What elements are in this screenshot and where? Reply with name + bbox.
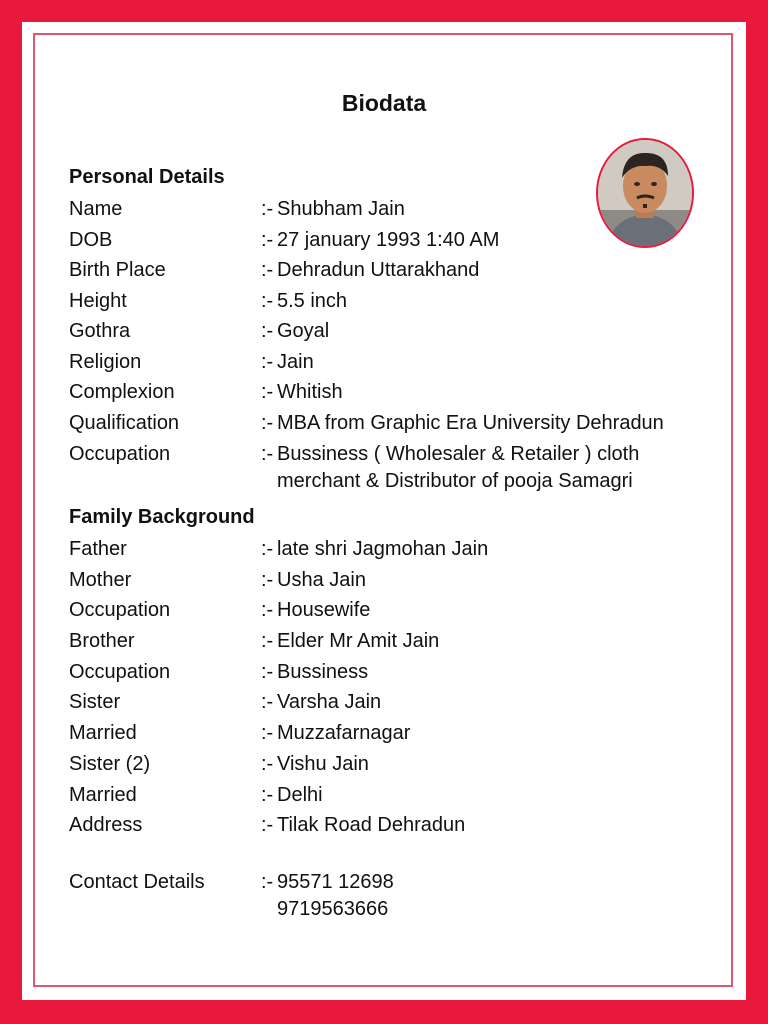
page-title: Biodata bbox=[341, 90, 427, 116]
row-separator: :- bbox=[261, 259, 274, 281]
row-label: Married bbox=[69, 784, 137, 806]
family-row bbox=[69, 536, 709, 563]
row-separator: :- bbox=[261, 443, 274, 465]
row-label: Mother bbox=[69, 569, 132, 591]
personal-row bbox=[69, 288, 709, 315]
row-separator: :- bbox=[261, 661, 274, 683]
row-value: Goyal bbox=[277, 320, 330, 342]
row-separator: :- bbox=[261, 871, 274, 893]
row-label: Complexion bbox=[69, 381, 175, 403]
row-value: Delhi bbox=[277, 784, 323, 806]
row-label: Gothra bbox=[69, 320, 131, 342]
row-value: Tilak Road Dehradun bbox=[277, 814, 466, 836]
contact-label: Contact Details bbox=[69, 871, 205, 893]
row-value: 27 january 1993 1:40 AM bbox=[277, 229, 500, 251]
row-value-continued: merchant & Distributor of pooja Samagri bbox=[277, 470, 633, 492]
row-label: Sister bbox=[69, 691, 121, 713]
row-value: Elder Mr Amit Jain bbox=[277, 630, 440, 652]
row-value: Varsha Jain bbox=[277, 691, 382, 713]
row-value: late shri Jagmohan Jain bbox=[277, 538, 489, 560]
row-separator: :- bbox=[261, 538, 274, 560]
row-separator: :- bbox=[261, 569, 274, 591]
personal-row bbox=[69, 227, 709, 254]
personal-row bbox=[69, 441, 709, 495]
row-separator: :- bbox=[261, 320, 274, 342]
row-label: Occupation bbox=[69, 599, 171, 621]
family-row bbox=[69, 782, 709, 809]
row-separator: :- bbox=[261, 412, 274, 434]
row-value: Shubham Jain bbox=[277, 198, 405, 220]
contact-phone-2: 9719563666 bbox=[277, 898, 389, 920]
family-row bbox=[69, 567, 709, 594]
contact-row bbox=[69, 869, 709, 923]
family-row bbox=[69, 628, 709, 655]
personal-row bbox=[69, 196, 709, 223]
family-background-heading: Family Background bbox=[69, 506, 255, 528]
row-separator: :- bbox=[261, 290, 274, 312]
row-separator: :- bbox=[261, 722, 274, 744]
row-label: Sister (2) bbox=[69, 753, 151, 775]
row-separator: :- bbox=[261, 599, 274, 621]
row-label: Address bbox=[69, 814, 143, 836]
row-label: Religion bbox=[69, 351, 142, 373]
family-row bbox=[69, 689, 709, 716]
row-label: Name bbox=[69, 198, 123, 220]
family-row bbox=[69, 597, 709, 624]
row-value: Vishu Jain bbox=[277, 753, 369, 775]
row-label: Birth Place bbox=[69, 259, 166, 281]
row-value: Muzzafarnagar bbox=[277, 722, 411, 744]
personal-row bbox=[69, 318, 709, 345]
row-label: Father bbox=[69, 538, 127, 560]
row-separator: :- bbox=[261, 784, 274, 806]
row-separator: :- bbox=[261, 753, 274, 775]
row-separator: :- bbox=[261, 351, 274, 373]
personal-row bbox=[69, 257, 709, 284]
row-separator: :- bbox=[261, 691, 274, 713]
family-row bbox=[69, 659, 709, 686]
personal-details-heading: Personal Details bbox=[69, 166, 225, 188]
personal-row bbox=[69, 349, 709, 376]
row-value: Bussiness bbox=[277, 661, 369, 683]
row-label: Qualification bbox=[69, 412, 180, 434]
personal-row bbox=[69, 379, 709, 406]
row-value: Whitish bbox=[277, 381, 343, 403]
row-label: Married bbox=[69, 722, 137, 744]
row-value: Jain bbox=[277, 351, 314, 373]
personal-row bbox=[69, 410, 709, 437]
row-value: Dehradun Uttarakhand bbox=[277, 259, 480, 281]
family-row bbox=[69, 751, 709, 778]
row-value: Bussiness ( Wholesaler & Retailer ) cloth bbox=[277, 443, 640, 465]
row-label: Occupation bbox=[69, 443, 171, 465]
row-separator: :- bbox=[261, 814, 274, 836]
row-separator: :- bbox=[261, 630, 274, 652]
row-value: Usha Jain bbox=[277, 569, 366, 591]
contact-phone-1: 95571 12698 bbox=[277, 871, 394, 893]
row-separator: :- bbox=[261, 381, 274, 403]
row-label: DOB bbox=[69, 229, 113, 251]
family-row bbox=[69, 720, 709, 747]
row-value: Housewife bbox=[277, 599, 371, 621]
row-label: Height bbox=[69, 290, 127, 312]
row-separator: :- bbox=[261, 229, 274, 251]
family-row bbox=[69, 812, 709, 839]
row-label: Brother bbox=[69, 630, 135, 652]
row-value: 5.5 inch bbox=[277, 290, 348, 312]
row-value: MBA from Graphic Era University Dehradun bbox=[277, 412, 664, 434]
row-separator: :- bbox=[261, 198, 274, 220]
biodata-sheet bbox=[22, 22, 746, 1000]
row-label: Occupation bbox=[69, 661, 171, 683]
